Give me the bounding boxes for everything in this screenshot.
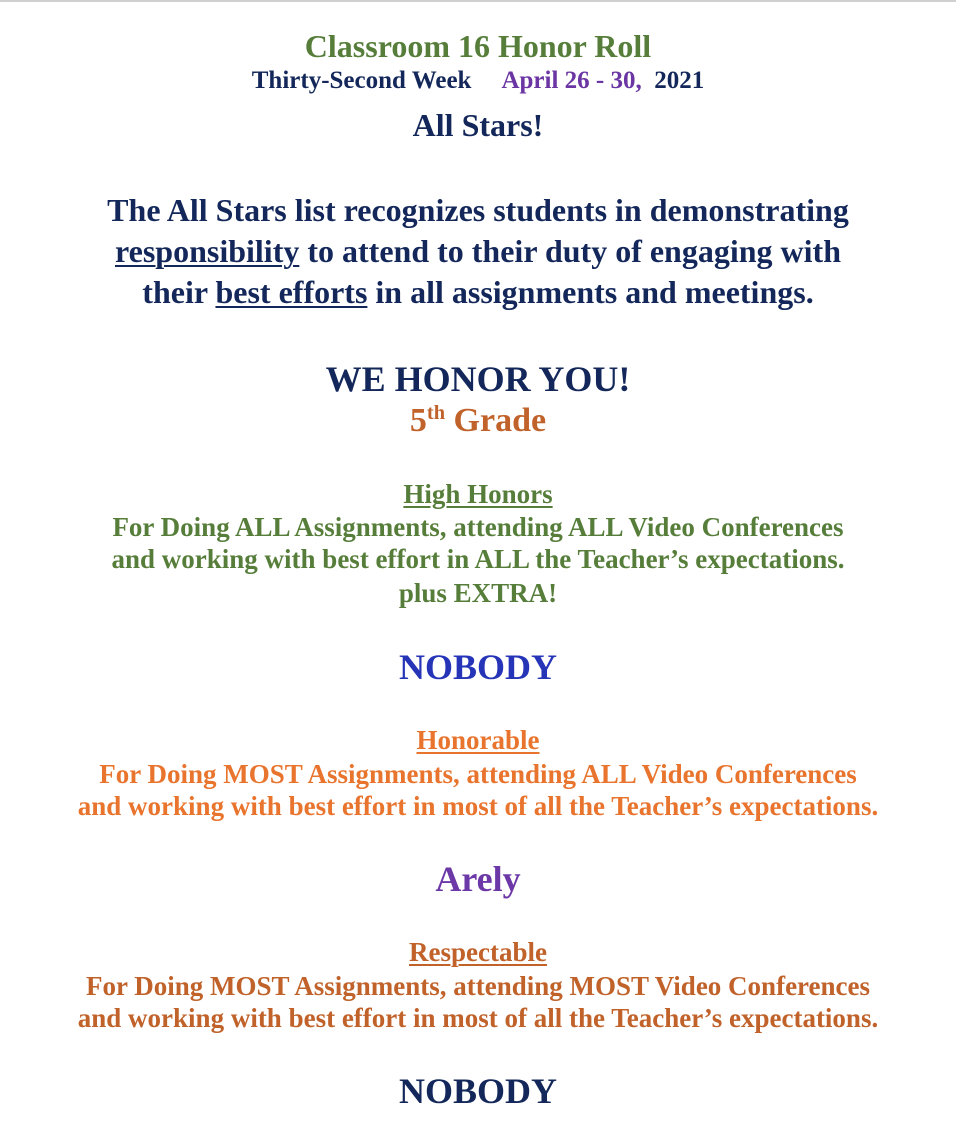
year: 2021	[654, 67, 705, 94]
respectable-desc-2: and working with best effort in most of all the Teacher’s expectations.	[77, 1003, 879, 1033]
respectable-students: NOBODY	[398, 1071, 557, 1111]
honorable-title: Honorable	[416, 725, 540, 755]
high-honors-desc-1: For Doing ALL Assignments, attending ALL Video Conferences	[112, 512, 844, 542]
responsibility-emphasis: responsibility	[115, 233, 300, 269]
high-honors-title: High Honors	[403, 479, 553, 509]
honorable-desc-1: For Doing MOST Assignments, attending ALL Video Conferences	[99, 759, 857, 789]
top-border	[0, 0, 956, 2]
grade-heading: 5th Grade	[409, 401, 547, 439]
honorable-students: Arely	[435, 859, 521, 899]
intro-line-3: their best efforts in all assignments and meetings.	[142, 274, 814, 310]
best-efforts-emphasis: best efforts	[215, 274, 368, 310]
high-honors-desc-3: plus EXTRA!	[398, 578, 558, 608]
date-range: April 26 - 30,	[501, 67, 642, 94]
respectable-title: Respectable	[409, 937, 547, 967]
page-title: Classroom 16 Honor Roll	[304, 28, 652, 64]
week-line	[0, 68, 956, 93]
we-honor-you-heading: WE HONOR YOU!	[325, 359, 631, 399]
week-label: Thirty-Second Week	[251, 67, 472, 94]
intro-line-2: responsibility to attend to their duty of engaging with	[115, 233, 841, 269]
high-honors-desc-2: and working with best effort in ALL the Teacher’s expectations.	[111, 544, 845, 574]
all-stars-heading: All Stars!	[412, 107, 544, 143]
intro-line-1: The All Stars list recognizes students in demonstrating	[107, 192, 849, 228]
honorable-desc-2: and working with best effort in most of all the Teacher’s expectations.	[77, 791, 879, 821]
respectable-desc-1: For Doing MOST Assignments, attending MOST Video Conferences	[85, 971, 871, 1001]
high-honors-students: NOBODY	[398, 647, 557, 687]
